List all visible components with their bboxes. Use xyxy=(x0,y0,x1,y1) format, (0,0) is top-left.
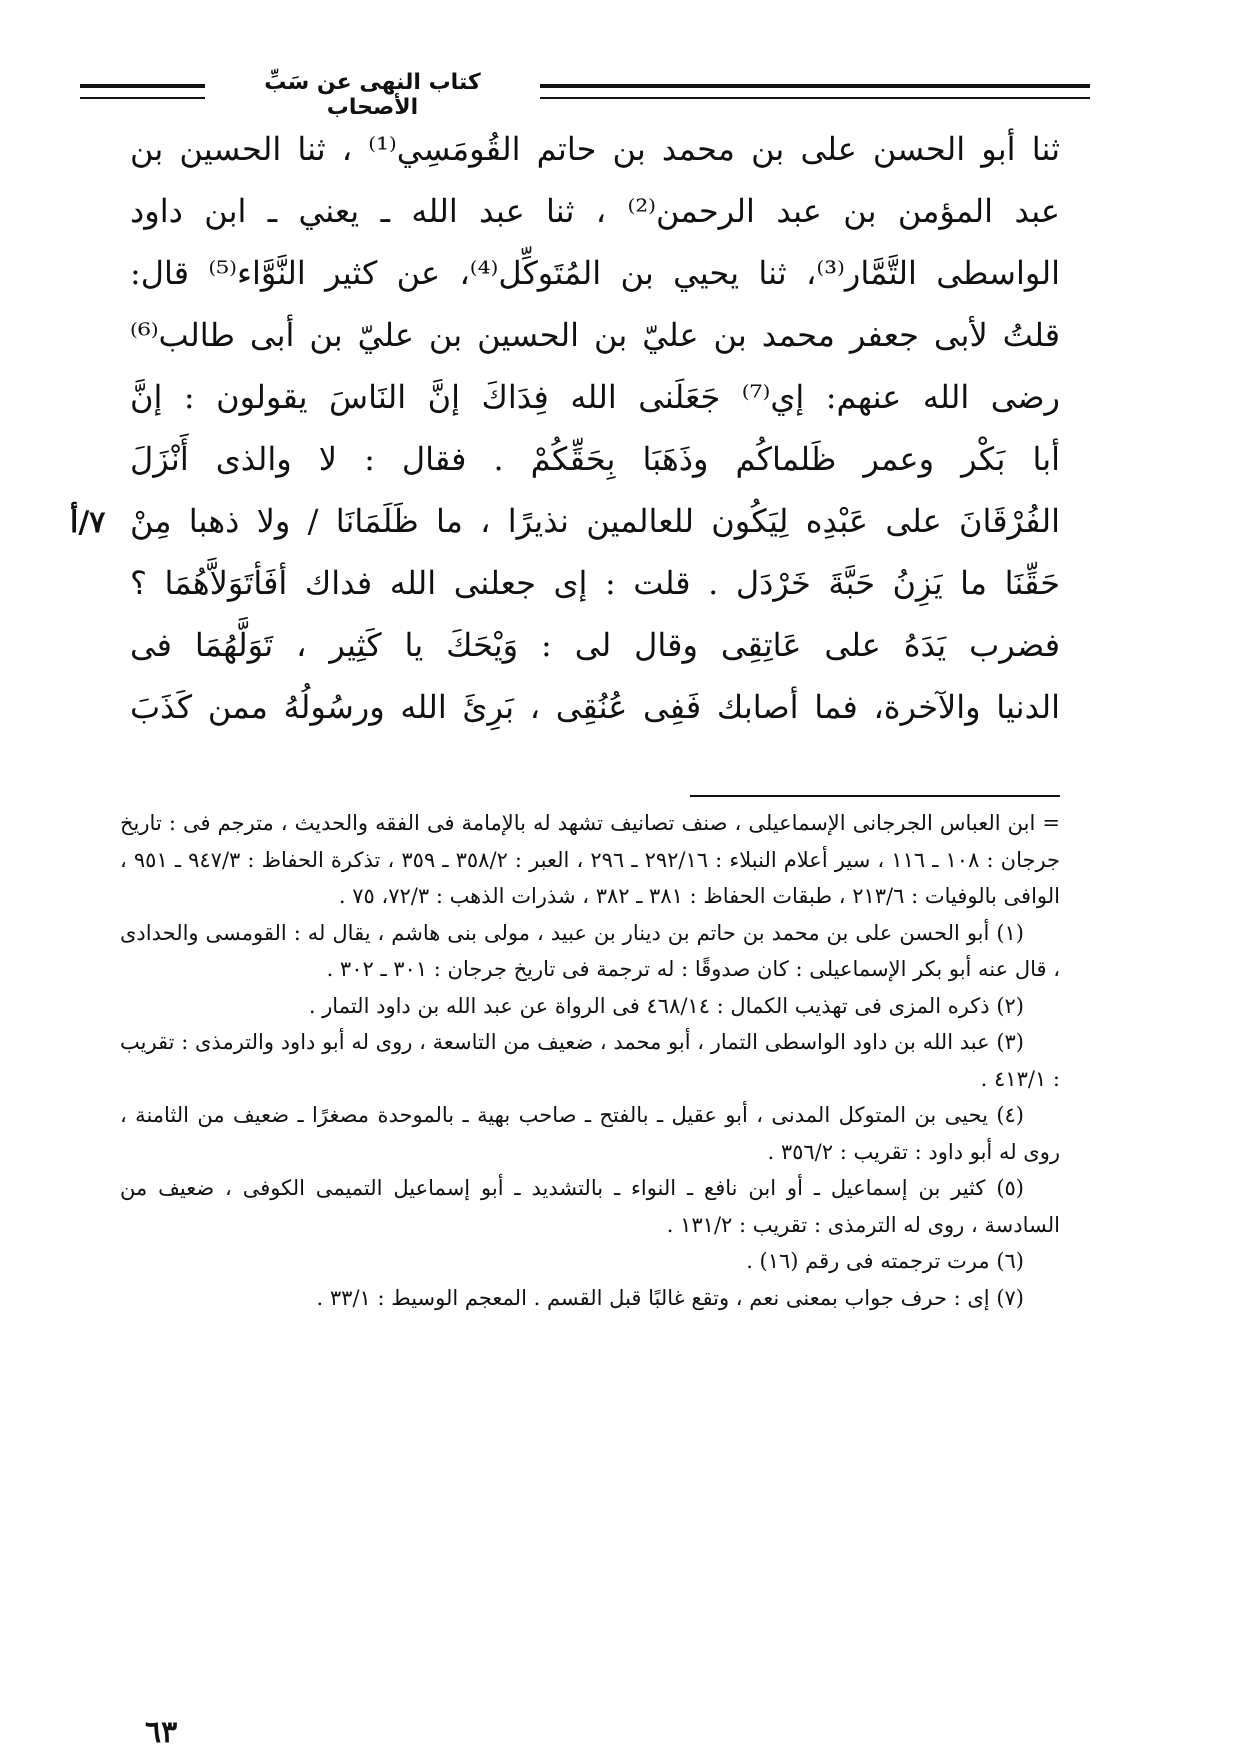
footnote-separator xyxy=(690,795,1060,797)
page-number: ٦٣ xyxy=(145,1715,178,1750)
text-line: حَقِّنَا ما يَزِنُ حَبَّةَ خَرْدَل . قلت : إى جعلنى الله فداك أفَأتَوَلاَّهُمَا ؟ xyxy=(130,564,1060,602)
footnote-6: (٦) مرت ترجمته فى رقم (١٦) . xyxy=(746,1249,1024,1273)
text-line: الواسطى التَّمَّار⁽³⁾، ثنا يحيي بن المُتَوكِّل⁽⁴⁾، عن كثير النَّوَّاء⁽⁵⁾ قال: xyxy=(130,254,1060,292)
header-rule-left xyxy=(80,84,205,99)
header-rule-right xyxy=(540,84,1090,99)
footnote-continuation: = ابن العباس الجرجانى الإسماعيلى ، صنف تصانيف تشهد له بالإمامة فى الفقه والحديث ، مترجم فى : تاريخ جرجان : ١٠٨ ـ ١١٦ ، سير أعلام النبلاء : ٢٩٢/١٦ ـ ٢٩٦ ، العبر : ٣٥٨/٢ ـ ٣٥٩ ، تذكرة الحفاظ : ٩٤٧/٣ ـ ٩٥١ ، الوافى بالوفيات : ٢١٣/٦ ، طبقات الحفاظ : ٣٨١ ـ ٣٨٢ ، شذرات الذهب : ٧٢/٣، ٧٥ . xyxy=(120,811,1061,908)
text-line: الفُرْقَانَ على عَبْدِه لِيَكُون للعالمين نذيرًا ، ما ظَلَمَانَا / ولا ذهبا مِنْ xyxy=(130,502,1060,540)
running-header xyxy=(80,70,1090,120)
footnote-2: (٢) ذكره المزى فى تهذيب الكمال : ٤٦٨/١٤ فى الرواة عن عبد الله بن داود التمار . xyxy=(308,993,1024,1018)
text-line: فضرب يَدَهُ على عَاتِقِى وقال لى : وَيْحَكَ يا كَثِير ، تَوَلَّهُمَا فى xyxy=(130,626,1060,664)
text-line: قلتُ لأبى جعفر محمد بن عليّ بن الحسين بن عليّ بن أبى طالب⁽⁶⁾ xyxy=(130,316,1060,354)
text-line: أبا بَكْر وعمر ظَلماكُم وذَهَبَا بِحَقِّكُمْ . فقال : لا والذى أَنْزَلَ xyxy=(130,440,1060,478)
text-line: الدنيا والآخرة، فما أصابك فَفِى عُنُقِى ، بَرِئَ الله ورسُولُهُ ممن كَذَبَ xyxy=(130,688,1060,726)
footnote-3: (٣) عبد الله بن داود الواسطى التمار ، أبو محمد ، ضعيف من التاسعة ، روى له أبو داود والترمذى : تقريب : ٤١٣/١ . xyxy=(120,1030,1060,1091)
book-title: كتاب النهى عن سَبِّ الأصحاب xyxy=(264,70,481,120)
text-line: عبد المؤمن بن عبد الرحمن⁽²⁾ ، ثنا عبد الله ـ يعني ـ ابن داود xyxy=(130,192,1060,230)
main-text xyxy=(130,118,1060,738)
footnote-4: (٤) يحيى بن المتوكل المدنى ، أبو عقيل ـ بالفتح ـ صاحب بهية ـ بالموحدة مصغرًا ـ ضعيف من الثامنة ، روى له أبو داود : تقريب : ٣٥٦/٢ . xyxy=(120,1103,1060,1164)
manuscript-folio-marker: ٧/أ xyxy=(70,505,106,540)
footnote-1: (١) أبو الحسن على بن محمد بن حاتم بن دينار بن عبيد ، مولى بنى هاشم ، يقال له : القومسى والحدادى ، قال عنه أبو بكر الإسماعيلى : كان صدوقًا : له ترجمة فى تاريخ جرجان : ٣٠١ ـ ٣٠٢ . xyxy=(120,920,1060,981)
text-line: رضى الله عنهم: إي⁽⁷⁾ جَعَلَنى الله فِدَاكَ إنَّ النَاسَ يقولون : إنَّ xyxy=(130,378,1060,416)
footnotes xyxy=(120,805,1060,1316)
footnote-5: (٥) كثير بن إسماعيل ـ أو ابن نافع ـ النواء ـ بالتشديد ـ أبو إسماعيل التميمى الكوفى ، ضعيف من السادسة ، روى له الترمذى : تقريب : ١٣١/٢ . xyxy=(120,1176,1060,1237)
footnote-7: (٧) إى : حرف جواب بمعنى نعم ، وتقع غالبًا قبل القسم . المعجم الوسيط : ٣٣/١ . xyxy=(316,1285,1024,1310)
text-line: ثنا أبو الحسن على بن محمد بن حاتم القُومَسِي⁽¹⁾ ، ثنا الحسين بن xyxy=(130,130,1060,168)
